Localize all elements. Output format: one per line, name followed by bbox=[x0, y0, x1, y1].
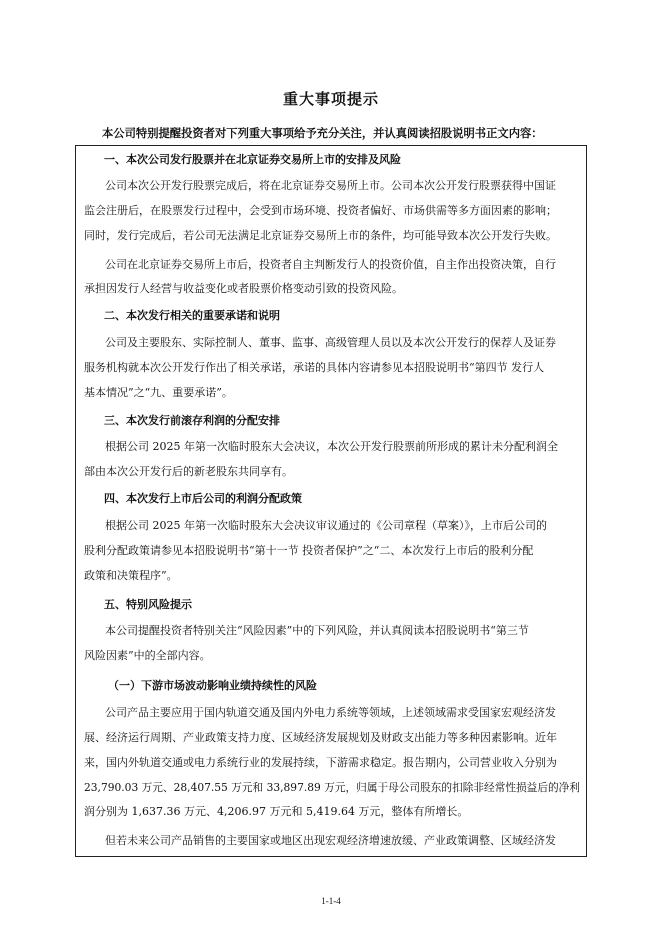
intro-notice: 本公司特别提醒投资者对下列重大事项给予充分关注，并认真阅读招股说明书正文内容： bbox=[102, 127, 543, 140]
paragraph-line: 服务机构就本次公开发行作出了相关承诺，承诺的具体内容请参见本招股说明书“第四节 发行人 bbox=[84, 361, 545, 374]
paragraph-line: 本公司提醒投资者特别关注“风险因素”中的下列风险，并认真阅读本招股说明书“第三节 bbox=[105, 624, 529, 637]
section-heading-2: 二、本次发行相关的重要承诺和说明 bbox=[104, 309, 280, 322]
paragraph-line: 同时，发行完成后，若公司无法满足北京证券交易所上市的条件，均可能导致本次公开发行失败。 bbox=[84, 229, 557, 242]
paragraph-line: 来，国内外轨道交通或电力系统行业的发展持续，下游需求稳定。报告期内，公司营业收入分别为 bbox=[84, 756, 557, 769]
paragraph-line: 公司及主要股东、实际控制人、董事、监事、高级管理人员以及本次公开发行的保荐人及证券 bbox=[105, 336, 556, 349]
page-number: 1-1-4 bbox=[321, 896, 341, 906]
paragraph-line: 风险因素”中的全部内容。 bbox=[84, 649, 211, 662]
paragraph-line: 根据公司 2025 年第一次临时股东大会决议审议通过的《公司章程（草案）》，上市后公司的 bbox=[105, 519, 547, 532]
paragraph-line: 展、经济运行周期、产业政策支持力度、区域经济发展规划及财政支出能力等多种因素影响。近年 bbox=[84, 731, 557, 744]
section-heading-5: 五、特别风险提示 bbox=[104, 598, 192, 611]
section-heading-4: 四、本次发行上市后公司的利润分配政策 bbox=[104, 492, 302, 505]
section-heading-3: 三、本次发行前滚存利润的分配安排 bbox=[104, 414, 280, 427]
page-title: 重大事项提示 bbox=[282, 90, 379, 108]
paragraph-line: 部由本次公开发行后的新老股东共同享有。 bbox=[84, 465, 293, 478]
paragraph-line: 23,790.03 万元、28,407.55 万元和 33,897.89 万元，归属于母公司股东的扣除非经常性损益后的净利 bbox=[84, 781, 580, 794]
paragraph-line: 公司产品主要应用于国内轨道交通及国内外电力系统等领域，上述领域需求受国家宏观经济发 bbox=[105, 706, 556, 719]
paragraph-line: 润分别为 1,637.36 万元、4,206.97 万元和 5,419.64 万元，整体有所增长。 bbox=[84, 805, 469, 818]
paragraph-line: 政策和决策程序”。 bbox=[84, 569, 178, 582]
subsection-heading-1: （一）下游市场波动影响业绩持续性的风险 bbox=[108, 679, 317, 692]
paragraph-line: 股利分配政策请参见本招股说明书“第十一节 投资者保护”之“二、本次发行上市后的股利分配 bbox=[84, 544, 534, 557]
notice-box bbox=[75, 145, 587, 857]
paragraph-line: 但若未来公司产品销售的主要国家或地区出现宏观经济增速放缓、产业政策调整、区域经济发 bbox=[105, 834, 556, 847]
paragraph-line: 监会注册后，在股票发行过程中，会受到市场环境、投资者偏好、市场供需等多方面因素的影响； bbox=[84, 204, 557, 217]
paragraph-line: 承担因发行人经营与收益变化或者股票价格变动引致的投资风险。 bbox=[84, 282, 403, 295]
paragraph-line: 基本情况”之“九、重要承诺”。 bbox=[84, 386, 233, 399]
paragraph-line: 公司在北京证券交易所上市后，投资者自主判断发行人的投资价值，自主作出投资决策，自行 bbox=[105, 258, 556, 271]
section-heading-1: 一、本次公司发行股票并在北京证券交易所上市的安排及风险 bbox=[104, 153, 401, 166]
paragraph-line: 根据公司 2025 年第一次临时股东大会决议，本次公开发行股票前所形成的累计未分配利润全 bbox=[105, 440, 558, 453]
paragraph-line: 公司本次公开发行股票完成后，将在北京证券交易所上市。公司本次公开发行股票获得中国证 bbox=[105, 179, 556, 192]
